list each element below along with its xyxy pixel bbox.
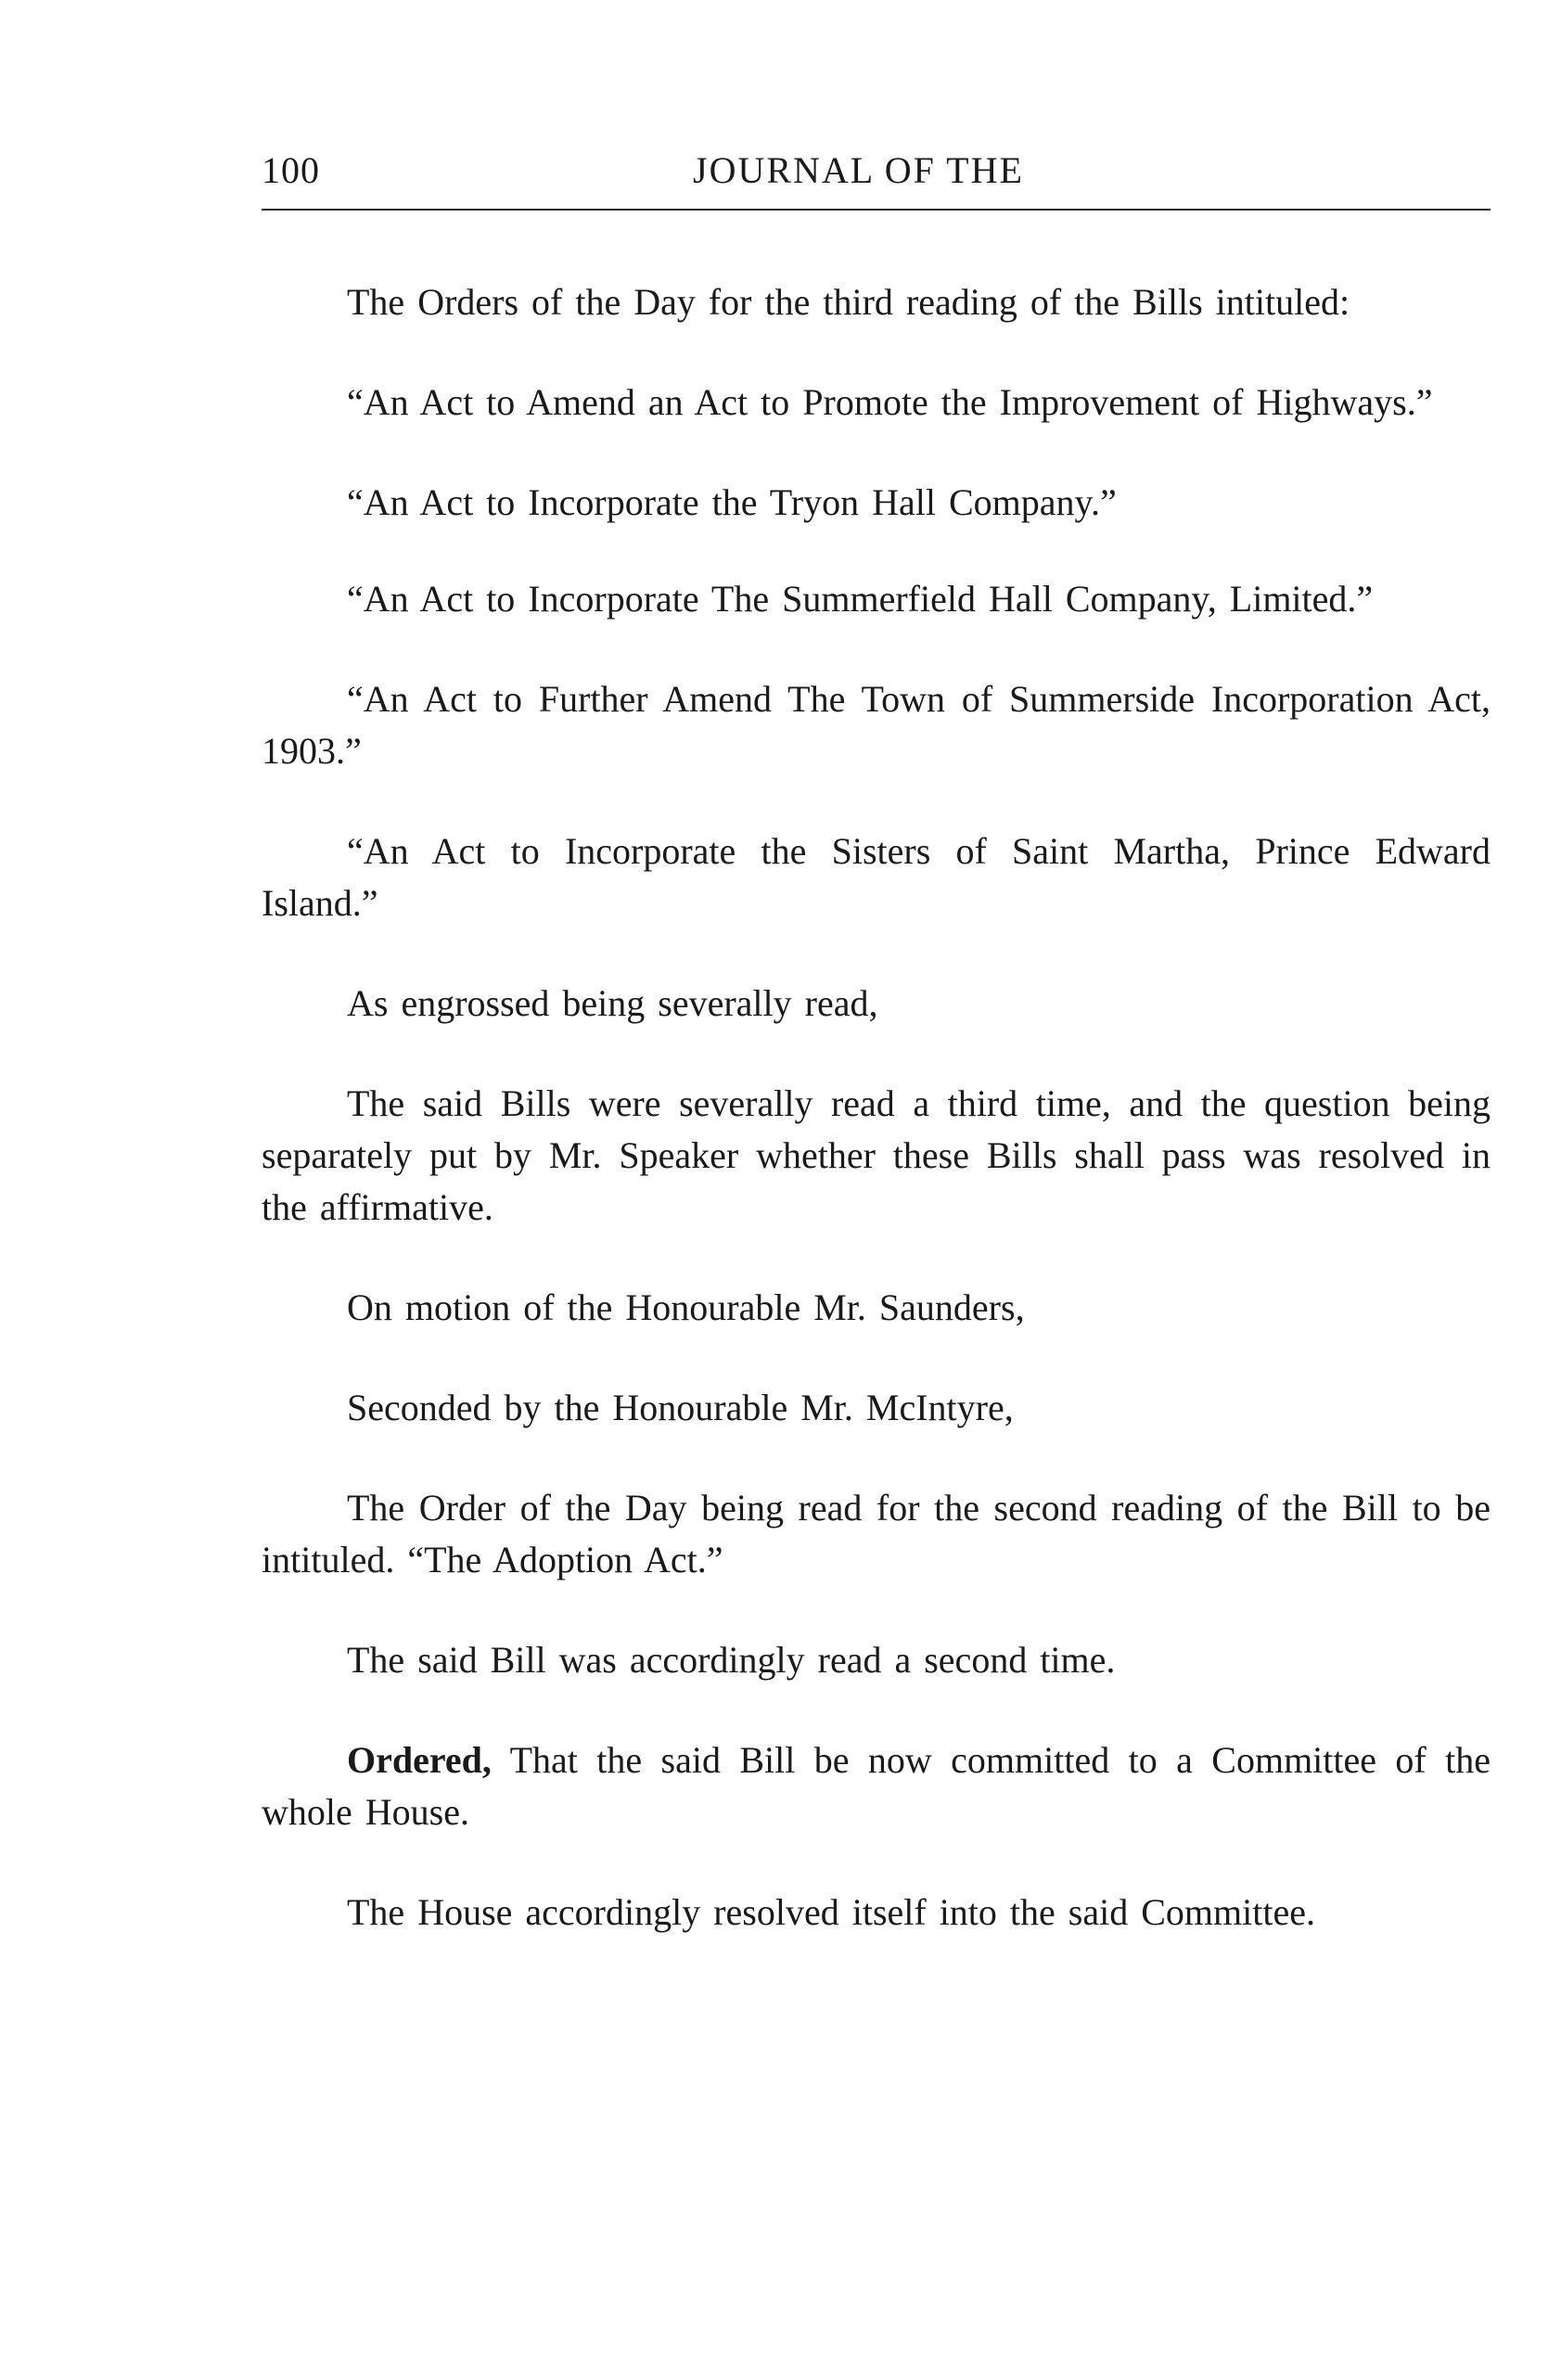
page-header (262, 148, 1491, 204)
paragraph-engrossed: As engrossed being severally read, (347, 982, 878, 1024)
paragraph-second-reading-order: The Order of the Day being read for the second reading of the Bill to be intituled. “The Adoption Act.” (262, 1487, 1491, 1580)
paragraph-ordered (262, 1734, 1491, 1838)
ordered-lead: Ordered, (347, 1739, 492, 1781)
body-text (262, 276, 1491, 1987)
header-rule (262, 209, 1491, 211)
running-head: JOURNAL OF THE (693, 149, 1024, 191)
paragraph-third-reading: The said Bills were severally read a third time, and the question being separately put by Mr. Speaker whether these Bills shall pass was resolved in the affirmative. (262, 1082, 1491, 1228)
paragraph-act-summerfield-hall: “An Act to Incorporate The Summerfield Hall Company, Limited.” (347, 578, 1374, 620)
paragraph-act-highways: “An Act to Amend an Act to Promote the Improvement of Highways.” (347, 381, 1433, 423)
paragraph-second-reading: The said Bill was accordingly read a second time. (347, 1639, 1116, 1681)
paragraph-act-summerside: “An Act to Further Amend The Town of Summerside Incorporation Act, 1903.” (262, 678, 1491, 772)
paragraph-committee: The House accordingly resolved itself into the said Committee. (347, 1891, 1315, 1933)
paragraph-motion: On motion of the Honourable Mr. Saunders, (347, 1286, 1025, 1328)
page-number: 100 (262, 149, 320, 191)
paragraph-seconded: Seconded by the Honourable Mr. McIntyre, (347, 1387, 1014, 1428)
paragraph-orders-of-day: The Orders of the Day for the third reading of the Bills intituled: (347, 281, 1350, 323)
ordered-rest: That the said Bill be now committed to a Committee of the whole House. (262, 1739, 1491, 1833)
paragraph-act-sisters-saint-martha: “An Act to Incorporate the Sisters of Saint Martha, Prince Edward Island.” (262, 830, 1491, 924)
paragraph-act-tryon-hall: “An Act to Incorporate the Tryon Hall Company.” (347, 481, 1117, 523)
